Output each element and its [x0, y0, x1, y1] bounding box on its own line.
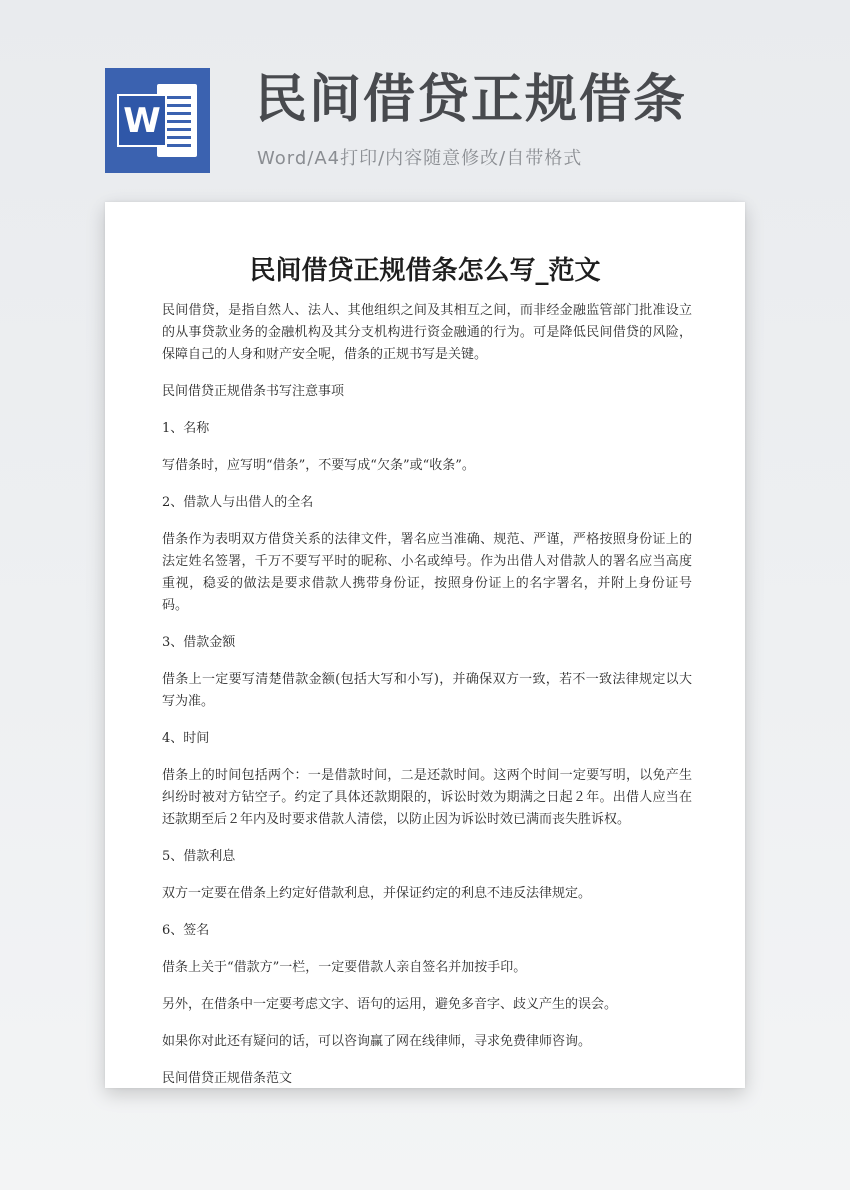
section-heading-interest: 5、借款利息: [162, 849, 236, 864]
section-heading-fullnames: 2、借款人与出借人的全名: [162, 495, 314, 510]
paragraph-interest: 双方一定要在借条上约定好借款利息，并保证约定的利息不违反法律规定。: [162, 886, 592, 901]
document-page: [105, 202, 745, 1088]
section-heading-name: 1、名称: [162, 421, 210, 436]
paragraph-name: 写借条时，应写明“借条”，不要写成“欠条”或“收条”。: [162, 458, 475, 473]
section-heading-time: 4、时间: [162, 731, 210, 746]
paragraph-sample-heading: 民间借贷正规借条范文: [162, 1071, 293, 1086]
paragraph-time: 借条上的时间包括两个：一是借款时间，二是还款时间。这两个时间一定要写明，以免产生纠纷时被对方钻空子。约定了具体还款期限的，诉讼时效为期满之日起２年。出借人应当在还款期至后２年内及时要求借款人清偿，以防止因为诉讼时效已满而丧失胜诉权。: [162, 768, 692, 827]
document-body: [162, 300, 692, 1105]
document-title: 民间借贷正规借条怎么写_范文: [249, 256, 601, 286]
word-icon-letter-box: [117, 94, 167, 147]
paragraph-heading-notes: 民间借贷正规借条书写注意事项: [162, 384, 345, 399]
page-title: 民间借贷正规借条: [255, 70, 688, 130]
word-icon: [105, 68, 210, 173]
paragraph-wording: 另外，在借条中一定要考虑文字、语句的运用，避免多音字、歧义产生的误会。: [162, 997, 618, 1012]
word-icon-letter: W: [123, 100, 161, 141]
paragraph-amount: 借条上一定要写清楚借款金额(包括大写和小写)，并确保双方一致，若不一致法律规定以大写为准。: [162, 672, 692, 709]
paragraph-signature: 借条上关于“借款方”一栏，一定要借款人亲自签名并加按手印。: [162, 960, 527, 975]
paragraph-consult: 如果你对此还有疑问的话，可以咨询赢了网在线律师，寻求免费律师咨询。: [162, 1034, 592, 1049]
header: [0, 0, 850, 200]
paragraph-fullnames: 借条作为表明双方借贷关系的法律文件，署名应当准确、规范、严谨，严格按照身份证上的法定姓名签署，千万不要写平时的昵称、小名或绰号。作为出借人对借款人的署名应当高度重视，稳妥的做法是要求借款人携带身份证，按照身份证上的名字署名，并附上身份证号码。: [162, 532, 692, 613]
section-heading-signature: 6、签名: [162, 923, 210, 938]
page-subtitle: Word/A4打印/内容随意修改/自带格式: [257, 148, 583, 169]
paragraph-intro: 民间借贷，是指自然人、法人、其他组织之间及其相互之间，而非经金融监管部门批准设立的从事贷款业务的金融机构及其分支机构进行资金融通的行为。可是降低民间借贷的风险，保障自己的人身和财产安全呢，借条的正规书写是关键。: [162, 303, 692, 362]
section-heading-amount: 3、借款金额: [162, 635, 236, 650]
